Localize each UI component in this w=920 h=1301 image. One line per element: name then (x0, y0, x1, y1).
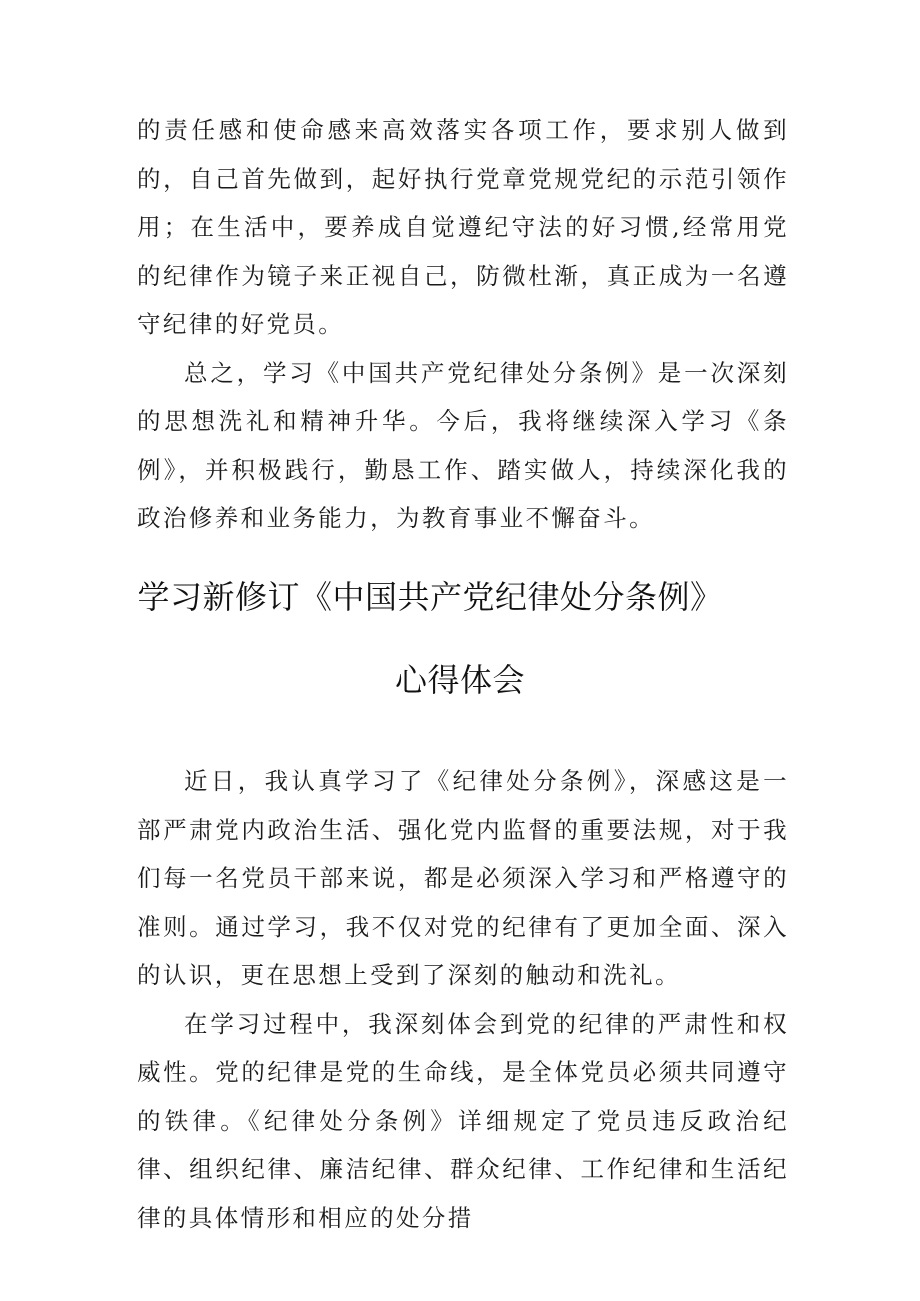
article-title: 学习新修订《中国共产党纪律处分条例》 (137, 578, 723, 616)
conclusion-paragraph: 总之，学习《中国共产党纪律处分条例》是一次深刻的思想洗礼和精神升华。今后，我将继续深入学习《条例》，并积极践行，勤恳工作、踏实做人，持续深化我的政治修养和业务能力，为教育事业不懈奋斗。 (137, 358, 789, 532)
article-subtitle: 心得体会 (394, 661, 525, 699)
article-paragraph-1: 近日，我认真学习了《纪律处分条例》，深感这是一部严肃党内政治生活、强化党内监督的重要法规，对于我们每一名党员干部来说，都是必须深入学习和严格遵守的准则。通过学习，我不仅对党的纪律有了更加全面、深入的认识，更在思想上受到了深刻的触动和洗礼。 (137, 767, 789, 989)
continued-text-block (137, 106, 789, 543)
continued-paragraph: 的责任感和使命感来高效落实各项工作，要求别人做到的，自己首先做到，起好执行党章党规党纪的示范引领作用；在生活中，要养成自觉遵纪守法的好习惯,经常用党的纪律作为镜子来正视自己，防微杜渐，真正成为一名遵守纪律的好党员。 (137, 116, 789, 338)
article-paragraph-2: 在学习过程中，我深刻体会到党的纪律的严肃性和权威性。党的纪律是党的生命线，是全体党员必须共同遵守的铁律。《纪律处分条例》详细规定了党员违反政治纪律、组织纪律、廉洁纪律、群众纪律、工作纪律和生活纪律的具体情形和相应的处分措 (137, 1009, 789, 1232)
article-body (137, 757, 789, 1242)
